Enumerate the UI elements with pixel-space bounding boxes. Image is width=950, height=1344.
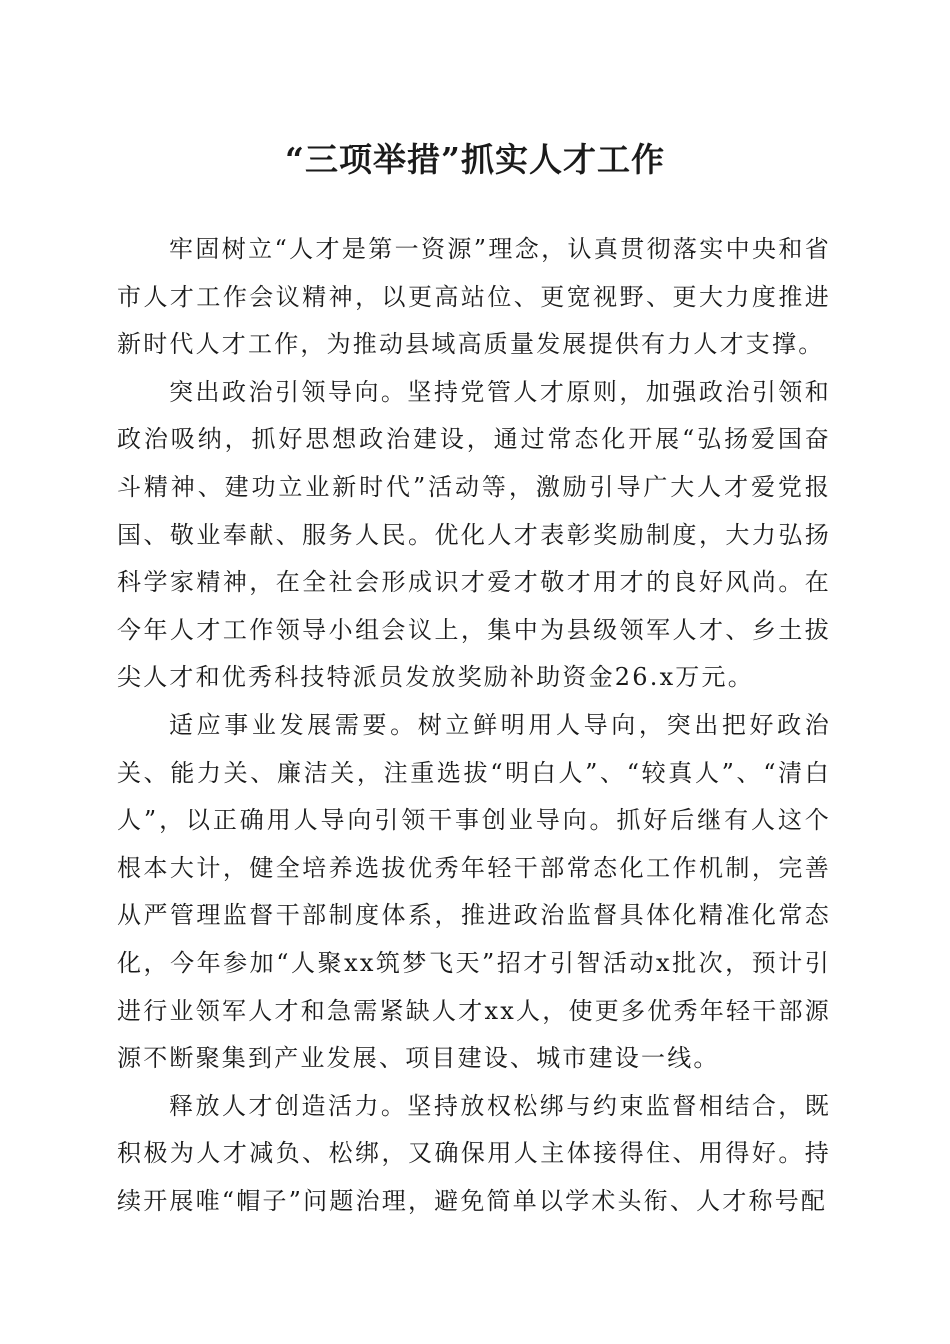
paragraph-career-development: 适应事业发展需要。树立鲜明用人导向，突出把好政治关、能力关、廉洁关，注重选拔“明白人”、“较真人”、“清白人”，以正确用人导向引领干事创业导向。抓好后继有人这个根本大计，健全培养选拔优秀年轻干部常态化工作机制，完善从严管理监督干部制度体系，推进政治监督具体化精准化常态化，今年参加“人聚xx筑梦飞天”招才引智活动x批次，预计引进行业领军人才和急需紧缺人才xx人，使更多优秀年轻干部源源不断聚集到产业发展、项目建设、城市建设一线。	[117, 710, 831, 1073]
paragraph-intro: 牢固树立“人才是第一资源”理念，认真贯彻落实中央和省市人才工作会议精神，以更高站位、更宽视野、更大力度推进新时代人才工作，为推动县域高质量发展提供有力人才支撑。	[117, 235, 831, 359]
document-title: “三项举措”抓实人才工作	[285, 140, 665, 179]
paragraph-political-guidance: 突出政治引领导向。坚持党管人才原则，加强政治引领和政治吸纳，抓好思想政治建设，通过常态化开展“弘扬爱国奋斗精神、建功立业新时代”活动等，激励引导广大人才爱党报国、敬业奉献、服务人民。优化人才表彰奖励制度，大力弘扬科学家精神，在全社会形成识才爱才敬才用才的良好风尚。在今年人才工作领导小组会议上，集中为县级领军人才、乡土拔尖人才和优秀科技特派员发放奖励补助资金26.x万元。	[117, 377, 831, 692]
paragraph-talent-vitality: 释放人才创造活力。坚持放权松绑与约束监督相结合，既积极为人才减负、松绑，又确保用人主体接得住、用得好。持续开展唯“帽子”问题治理，避免简单以学术头衔、人才称号配	[117, 1091, 831, 1215]
document-body	[117, 226, 831, 1225]
